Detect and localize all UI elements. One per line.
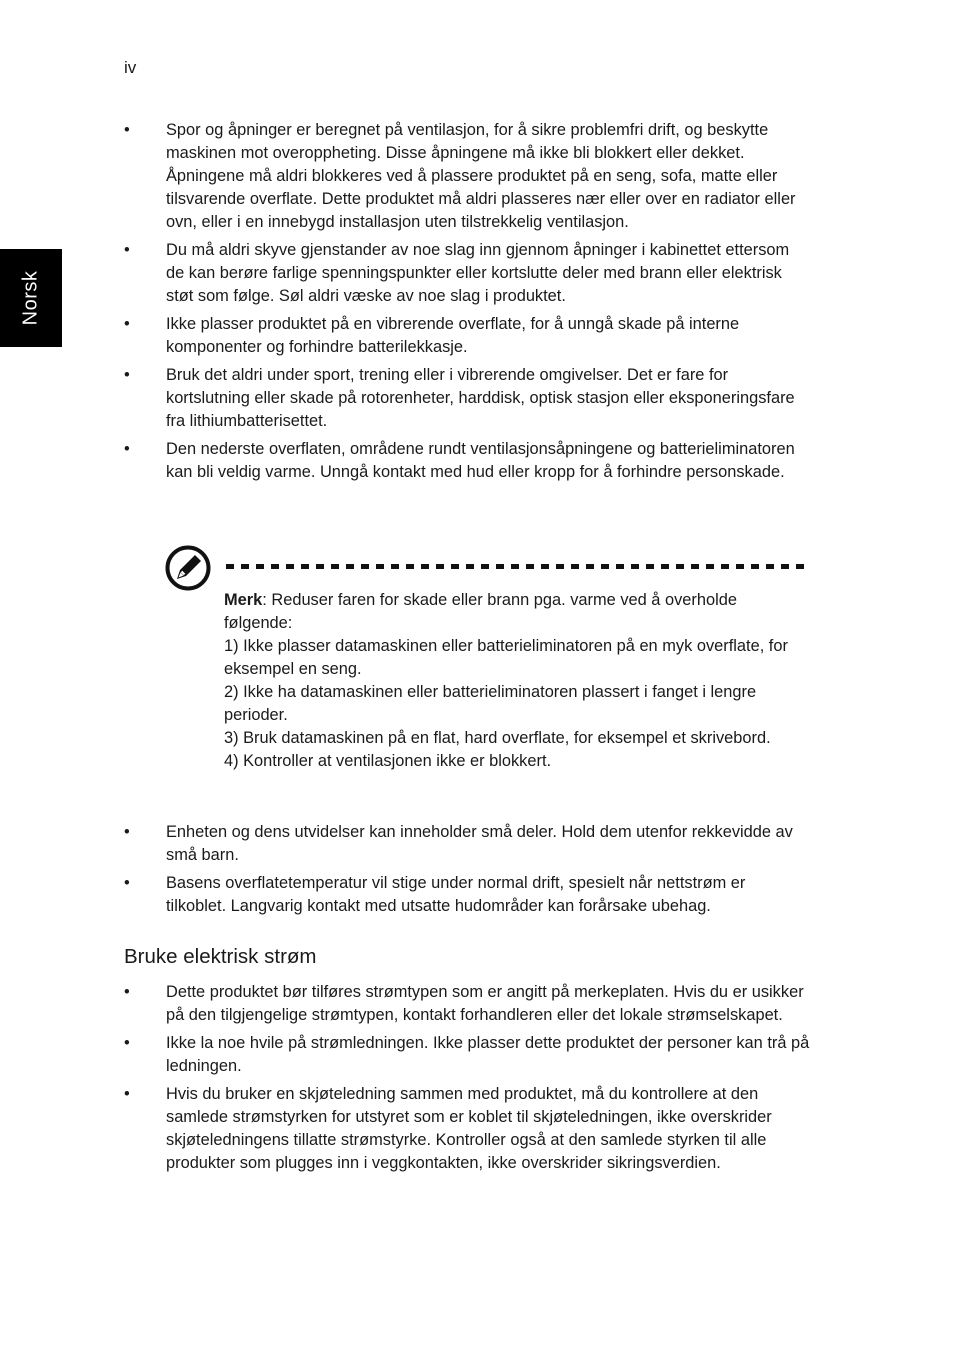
note-box — [224, 589, 804, 773]
page-number: iv — [124, 58, 137, 77]
language-side-tab — [0, 249, 62, 347]
note-intro-text: : Reduser faren for skade eller brann pga. varme ved å overholde følgende: — [224, 591, 737, 632]
list-item-text: Du må aldri skyve gjenstander av noe slag inn gjennom åpninger i kabinettet ettersom de kan berøre farlige spenningspunkter eller kortslutte deler med brann eller elektrisk støt som følge. Søl aldri væske av noe slag i produktet. — [166, 241, 790, 305]
list-item — [124, 821, 810, 867]
bullet: • — [124, 1034, 130, 1052]
section-heading: Bruke elektrisk strøm — [124, 945, 317, 968]
list-item — [124, 981, 810, 1027]
list-item-text: Enheten og dens utvidelser kan inneholder små deler. Hold dem utenfor rekkevidde av små barn. — [166, 823, 793, 864]
bullet: • — [124, 366, 130, 384]
list-item-text: Ikke la noe hvile på strømledningen. Ikke plasser dette produktet der personer kan trå på ledningen. — [166, 1034, 810, 1075]
note-intro — [224, 589, 804, 635]
note-dotted-divider — [226, 564, 810, 569]
note-item: 1) Ikke plasser datamaskinen eller batterieliminatoren på en myk overflate, for eksempel en seng. — [224, 637, 788, 678]
list-item-text: Hvis du bruker en skjøteledning sammen med produktet, må du kontrollere at den samlede strømstyrken for utstyret som er koblet til skjøteledningen, ikke overskrider skjøteledningens tillatte strømstyrke. Kontroller også at den samlede styrken til alle produkter som plugges inn i veggkontakten, ikke overskrider sikringsverdien. — [166, 1085, 772, 1172]
bullet: • — [124, 121, 130, 139]
bullet: • — [124, 440, 130, 458]
list-item — [124, 872, 810, 918]
side-tab-label: Norsk — [19, 270, 42, 326]
list-item — [124, 1083, 810, 1175]
note-label: Merk — [224, 591, 263, 609]
list-item — [124, 438, 810, 484]
list-item-text: Ikke plasser produktet på en vibrerende overflate, for å unngå skade på interne komponenter og forhindre batterilekkasje. — [166, 315, 740, 356]
list-item-text: Spor og åpninger er beregnet på ventilasjon, for å sikre problemfri drift, og beskytte maskinen mot overoppheting. Disse åpningene må ikke bli blokkert eller dekket. Åpningene må aldri blokkeres ved å plassere produktet på en seng, sofa, matte eller tilsvarende overflate. Dette produktet må aldri plasseres nær eller over en radiator eller ovn, eller i en innebygd installasjon uten tilstrekkelig ventilasjon. — [166, 121, 796, 231]
list-item-text: Den nederste overflaten, områdene rundt ventilasjonsåpningene og batterieliminatoren kan bli veldig varme. Unngå kontakt med hud eller kropp for å forhindre personskade. — [166, 440, 795, 481]
list-item-text: Bruk det aldri under sport, trening eller i vibrerende omgivelser. Det er fare for kortslutning eller skade på rotorenheter, harddisk, optisk stasjon eller eksponeringsfare fra lithiumbatterisettet. — [166, 366, 795, 430]
bullet: • — [124, 823, 130, 841]
list-item — [124, 313, 810, 359]
list-item — [124, 364, 810, 433]
bullet: • — [124, 983, 130, 1001]
bullet: • — [124, 874, 130, 892]
list-item — [124, 1032, 810, 1078]
note-item: 2) Ikke ha datamaskinen eller batterieliminatoren plassert i fanget i lengre perioder. — [224, 683, 757, 724]
list-item — [124, 119, 810, 234]
bullet: • — [124, 241, 130, 259]
bullet: • — [124, 1085, 130, 1103]
list-item-text: Dette produktet bør tilføres strømtypen som er angitt på merkeplaten. Hvis du er usikker på den tilgjengelige strømtypen, kontakt forhandleren eller det lokale strømselskapet. — [166, 983, 804, 1024]
safety-list-ventilation — [124, 119, 810, 489]
note-pen-icon — [165, 545, 211, 591]
note-item: 3) Bruk datamaskinen på en flat, hard overflate, for eksempel et skrivebord. — [224, 729, 771, 747]
note-item: 4) Kontroller at ventilasjonen ikke er blokkert. — [224, 752, 552, 770]
safety-list-electric-power — [124, 981, 810, 1180]
list-item-text: Basens overflatetemperatur vil stige under normal drift, spesielt når nettstrøm er tilkoblet. Langvarig kontakt med utsatte hudområder kan forårsake ubehag. — [166, 874, 746, 915]
safety-list-small-parts — [124, 821, 810, 923]
bullet: • — [124, 315, 130, 333]
list-item — [124, 239, 810, 308]
